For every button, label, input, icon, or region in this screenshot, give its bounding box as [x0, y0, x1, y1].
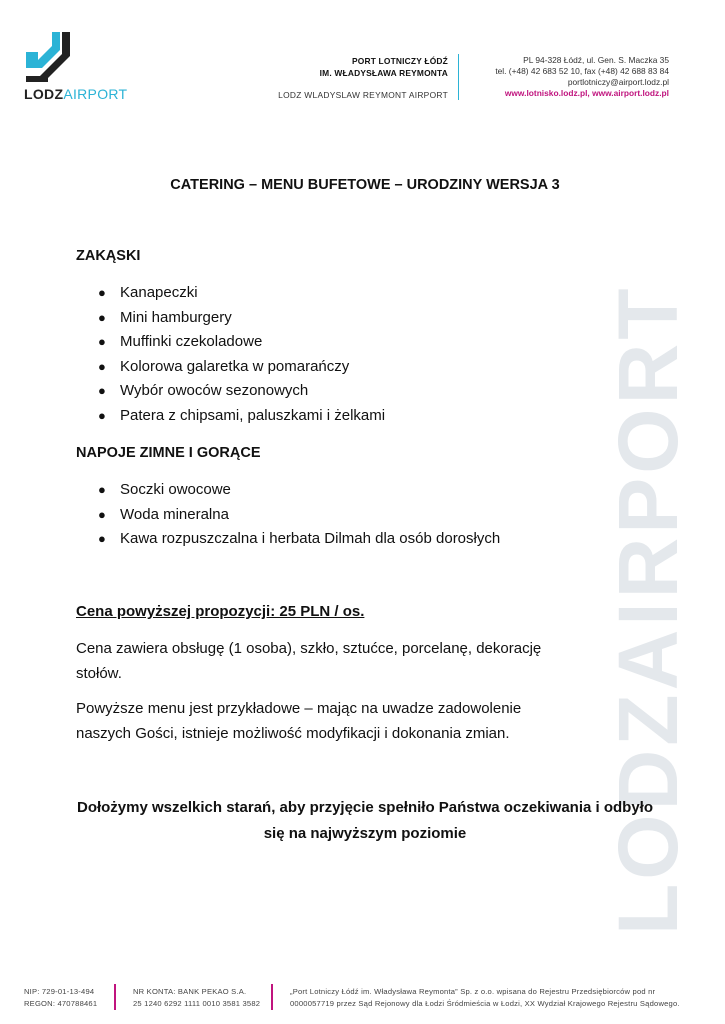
- bullet-icon: ●: [98, 309, 106, 325]
- document-title: CATERING – MENU BUFETOWE – URODZINY WERSJA 3: [170, 177, 560, 193]
- footer-nip: NIP: 729-01-13-494: [24, 987, 95, 996]
- bullet-icon: ●: [98, 285, 106, 300]
- bullet-icon: ●: [98, 358, 106, 374]
- logo-wordmark: [24, 86, 127, 102]
- footer-bank-label: NR KONTA: BANK PEKAO S.A.: [133, 987, 247, 996]
- organization-block: [278, 55, 448, 101]
- section-heading-appetizers: ZAKĄSKI: [76, 248, 141, 264]
- list-item: ● Woda mineralna: [76, 503, 500, 528]
- footer-company-ids: [24, 986, 97, 1010]
- footer-bank-account: 25 1240 6292 1111 0010 3581 3582: [133, 999, 261, 1008]
- header-divider: [458, 54, 459, 100]
- drinks-list: [76, 478, 500, 552]
- logo-text-airport: AIRPORT: [63, 86, 128, 102]
- list-item: ● Mini hamburgery: [76, 306, 385, 331]
- watermark-text: LODZAIRPORT: [601, 284, 695, 935]
- footer-registry: [290, 986, 682, 1010]
- bullet-icon: ●: [98, 407, 106, 423]
- org-name-line2: IM. WŁADYSŁAWA REYMONTA: [319, 68, 448, 78]
- contact-block: [495, 55, 669, 99]
- bullet-icon: ●: [98, 334, 106, 350]
- footer-registry-line2: 0000057719 przez Sąd Rejonowy dla Łodzi Śródmieścia w Łodzi, XX Wydział Krajowego Rejestru Sądowego.: [290, 999, 680, 1008]
- footer-divider: [271, 984, 273, 1010]
- org-name-english: LODZ WLADYSLAW REYMONT AIRPORT: [278, 90, 448, 100]
- list-item: ● Kawa rozpuszczalna i herbata Dilmah dla osób dorosłych: [76, 527, 500, 552]
- contact-websites[interactable]: www.lotnisko.lodz.pl, www.airport.lodz.pl: [504, 88, 669, 98]
- list-item: ● Patera z chipsami, paluszkami i żelkami: [76, 404, 385, 429]
- bullet-icon: ●: [98, 531, 106, 547]
- list-item: ● Muffinki czekoladowe: [76, 330, 385, 355]
- closing-statement: Dołożymy wszelkich starań, aby przyjęcie spełniło Państwa oczekiwania i odbyło się na najwyższym poziomie: [76, 799, 654, 842]
- logo-text-lodz: LODZ: [24, 86, 64, 102]
- menu-note-text: Powyższe menu jest przykładowe – mając na uwadze zadowolenie naszych Gości, istnieje możliwość modyfikacji i dokonania zmian.: [76, 700, 522, 742]
- bullet-icon: ●: [98, 482, 106, 497]
- footer-regon: REGON: 470788461: [24, 999, 98, 1008]
- price-line: Cena powyższej propozycji: 25 PLN / os.: [76, 603, 365, 620]
- footer-registry-line1: „Port Lotniczy Łódź im. Władysława Reymonta” Sp. z o.o. wpisana do Rejestru Przedsiębiorców pod nr: [290, 987, 656, 996]
- bullet-icon: ●: [98, 506, 106, 522]
- list-item: ● Kanapeczki: [76, 281, 385, 306]
- list-item: ● Wybór owoców sezonowych: [76, 379, 385, 404]
- bullet-icon: ●: [98, 383, 106, 399]
- section-heading-drinks: NAPOJE ZIMNE I GORĄCE: [76, 445, 261, 461]
- contact-address: PL 94-328 Łódź, ul. Gen. S. Maczka 35: [523, 55, 669, 65]
- appetizers-list: [76, 281, 385, 429]
- footer-divider: [114, 984, 116, 1010]
- org-name-line1: PORT LOTNICZY ŁÓDŹ: [351, 56, 448, 66]
- price-includes-text: Cena zawiera obsługę (1 osoba), szkło, sztućce, porcelanę, dekorację stołów.: [76, 640, 542, 682]
- contact-email[interactable]: portlotniczy@airport.lodz.pl: [567, 77, 669, 87]
- list-item: ● Kolorowa galaretka w pomarańczy: [76, 355, 385, 380]
- footer-bank: [133, 986, 260, 1010]
- contact-phone: tel. (+48) 42 683 52 10, fax (+48) 42 688 83 84: [495, 66, 669, 76]
- list-item: ● Soczki owocowe: [76, 478, 500, 503]
